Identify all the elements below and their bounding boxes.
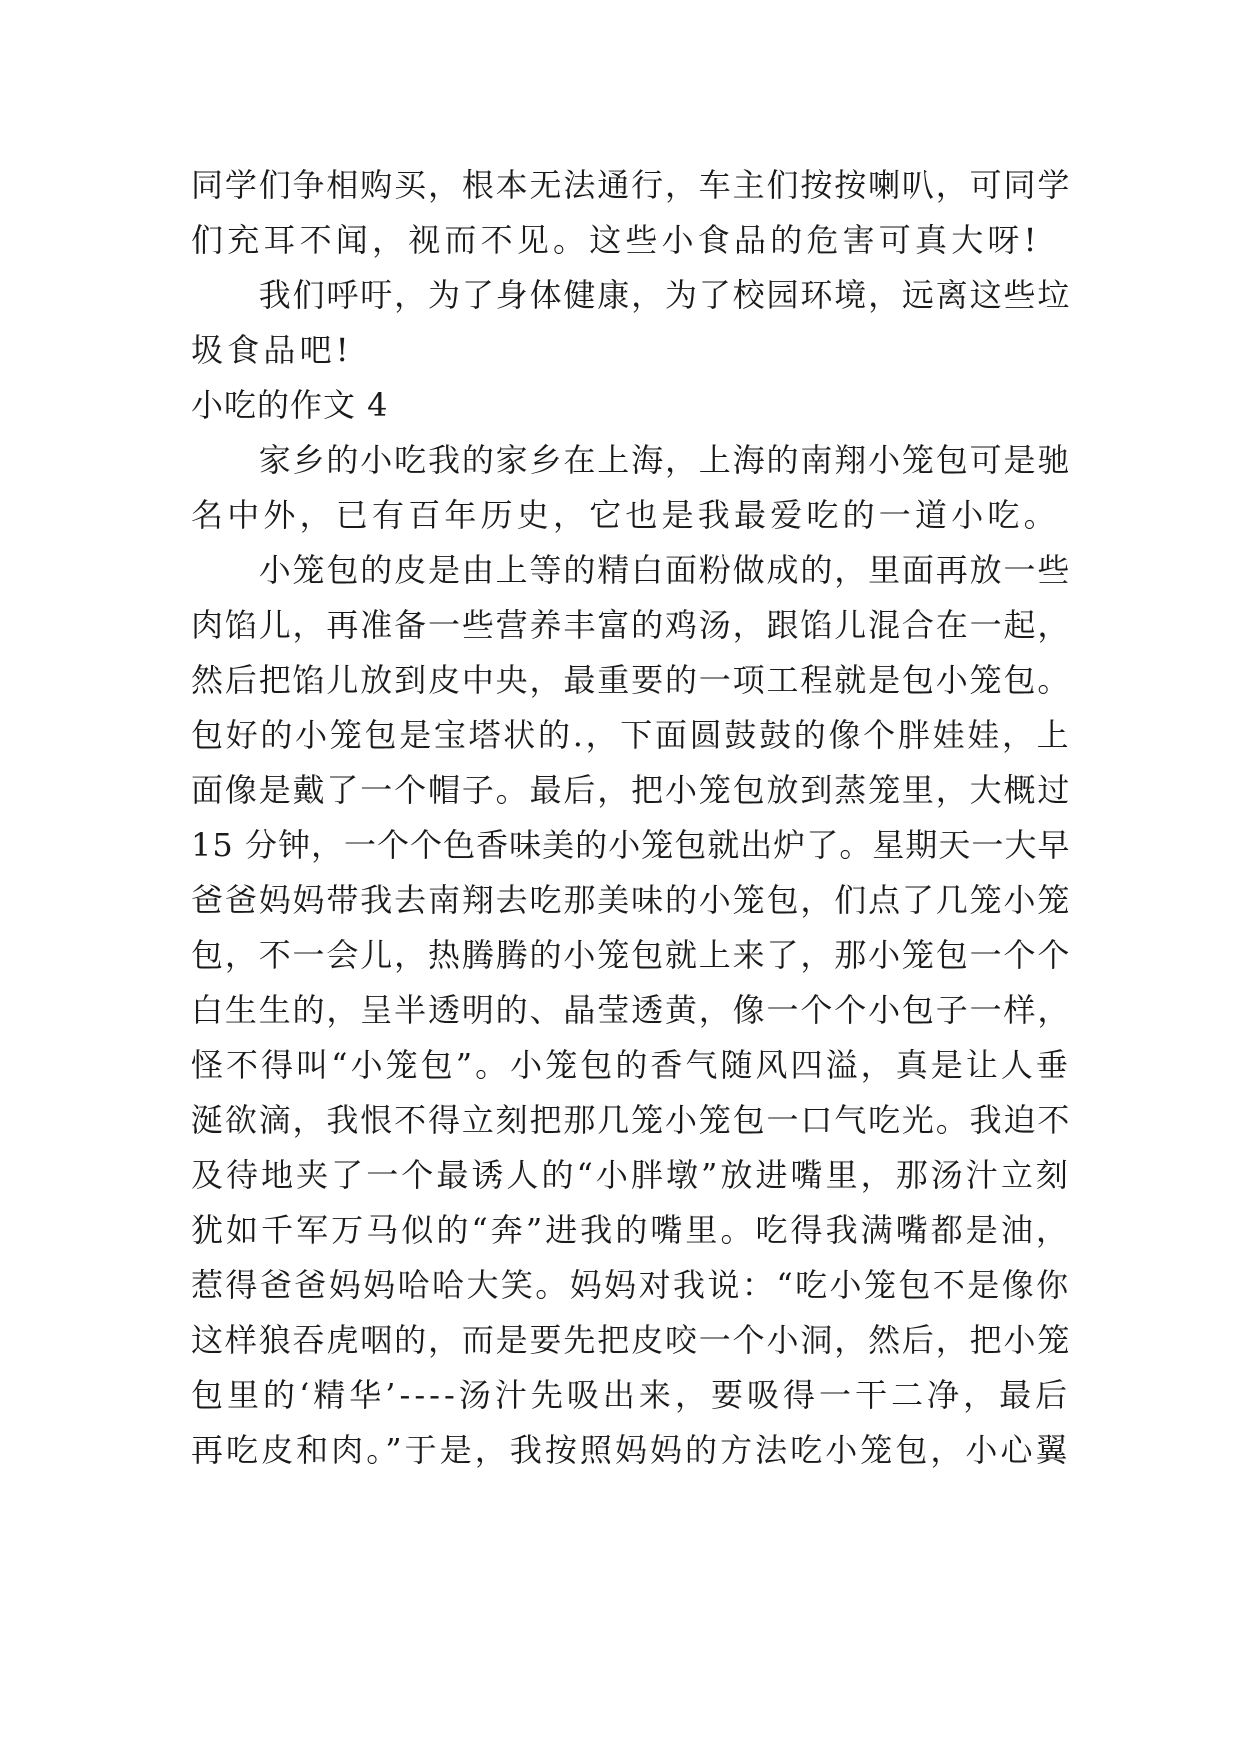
text-line: 犹如千军万马似的“奔”进我的嘴里。吃得我满嘴都是油， (191, 1211, 1071, 1249)
document-body (191, 158, 1071, 1478)
text-line: 15 分钟，一个个色香味美的小笼包就出炉了。星期天一大早 (191, 826, 1071, 864)
text-line: 圾食品吧! (191, 331, 353, 369)
text-line: 及待地夹了一个最诱人的“小胖墩”放进嘴里，那汤汁立刻 (191, 1156, 1071, 1194)
text-line: 包好的小笼包是宝塔状的.，下面圆鼓鼓的像个胖娃娃，上 (191, 716, 1072, 754)
text-line: 小笼包的皮是由上等的精白面粉做成的，里面再放一些 (191, 551, 1072, 589)
text-line: 包里的‘精华’----汤汁先吸出来，要吸得一干二净，最后 (191, 1376, 1072, 1414)
text-line: 爸爸妈妈带我去南翔去吃那美味的小笼包，们点了几笼小笼 (191, 881, 1072, 919)
text-line: 惹得爸爸妈妈哈哈大笑。妈妈对我说：“吃小笼包不是像你 (191, 1266, 1071, 1304)
text-line: 同学们争相购买，根本无法通行，车主们按按喇叭，可同学 (191, 166, 1072, 204)
text-line: 这样狼吞虎咽的，而是要先把皮咬一个小洞，然后，把小笼 (191, 1321, 1072, 1359)
text-line: 白生生的，呈半透明的、晶莹透黄，像一个个小包子一样， (191, 991, 1072, 1029)
text-line: 怪不得叫“小笼包”。小笼包的香气随风四溢，真是让人垂 (191, 1046, 1071, 1084)
text-line: 然后把馅儿放到皮中央，最重要的一项工程就是包小笼包。 (191, 661, 1072, 699)
text-line: 肉馅儿，再准备一些营养丰富的鸡汤，跟馅儿混合在一起， (191, 606, 1072, 644)
text-line: 们充耳不闻，视而不见。这些小食品的危害可真大呀! (191, 221, 1041, 259)
text-line: 名中外，已有百年历史，它也是我最爱吃的一道小吃。 (191, 496, 1060, 534)
text-line: 再吃皮和肉。”于是，我按照妈妈的方法吃小笼包，小心翼 (191, 1431, 1071, 1469)
text-line: 家乡的小吃我的家乡在上海，上海的南翔小笼包可是驰 (191, 441, 1072, 479)
text-line: 涎欲滴，我恨不得立刻把那几笼小笼包一口气吃光。我迫不 (191, 1101, 1072, 1139)
section-title: 小吃的作文 4 (191, 386, 389, 424)
text-line: 面像是戴了一个帽子。最后，把小笼包放到蒸笼里，大概过 (191, 771, 1072, 809)
text-line: 包，不一会儿，热腾腾的小笼包就上来了，那小笼包一个个 (191, 936, 1072, 974)
text-line: 我们呼吁，为了身体健康，为了校园环境，远离这些垃 (191, 276, 1072, 314)
